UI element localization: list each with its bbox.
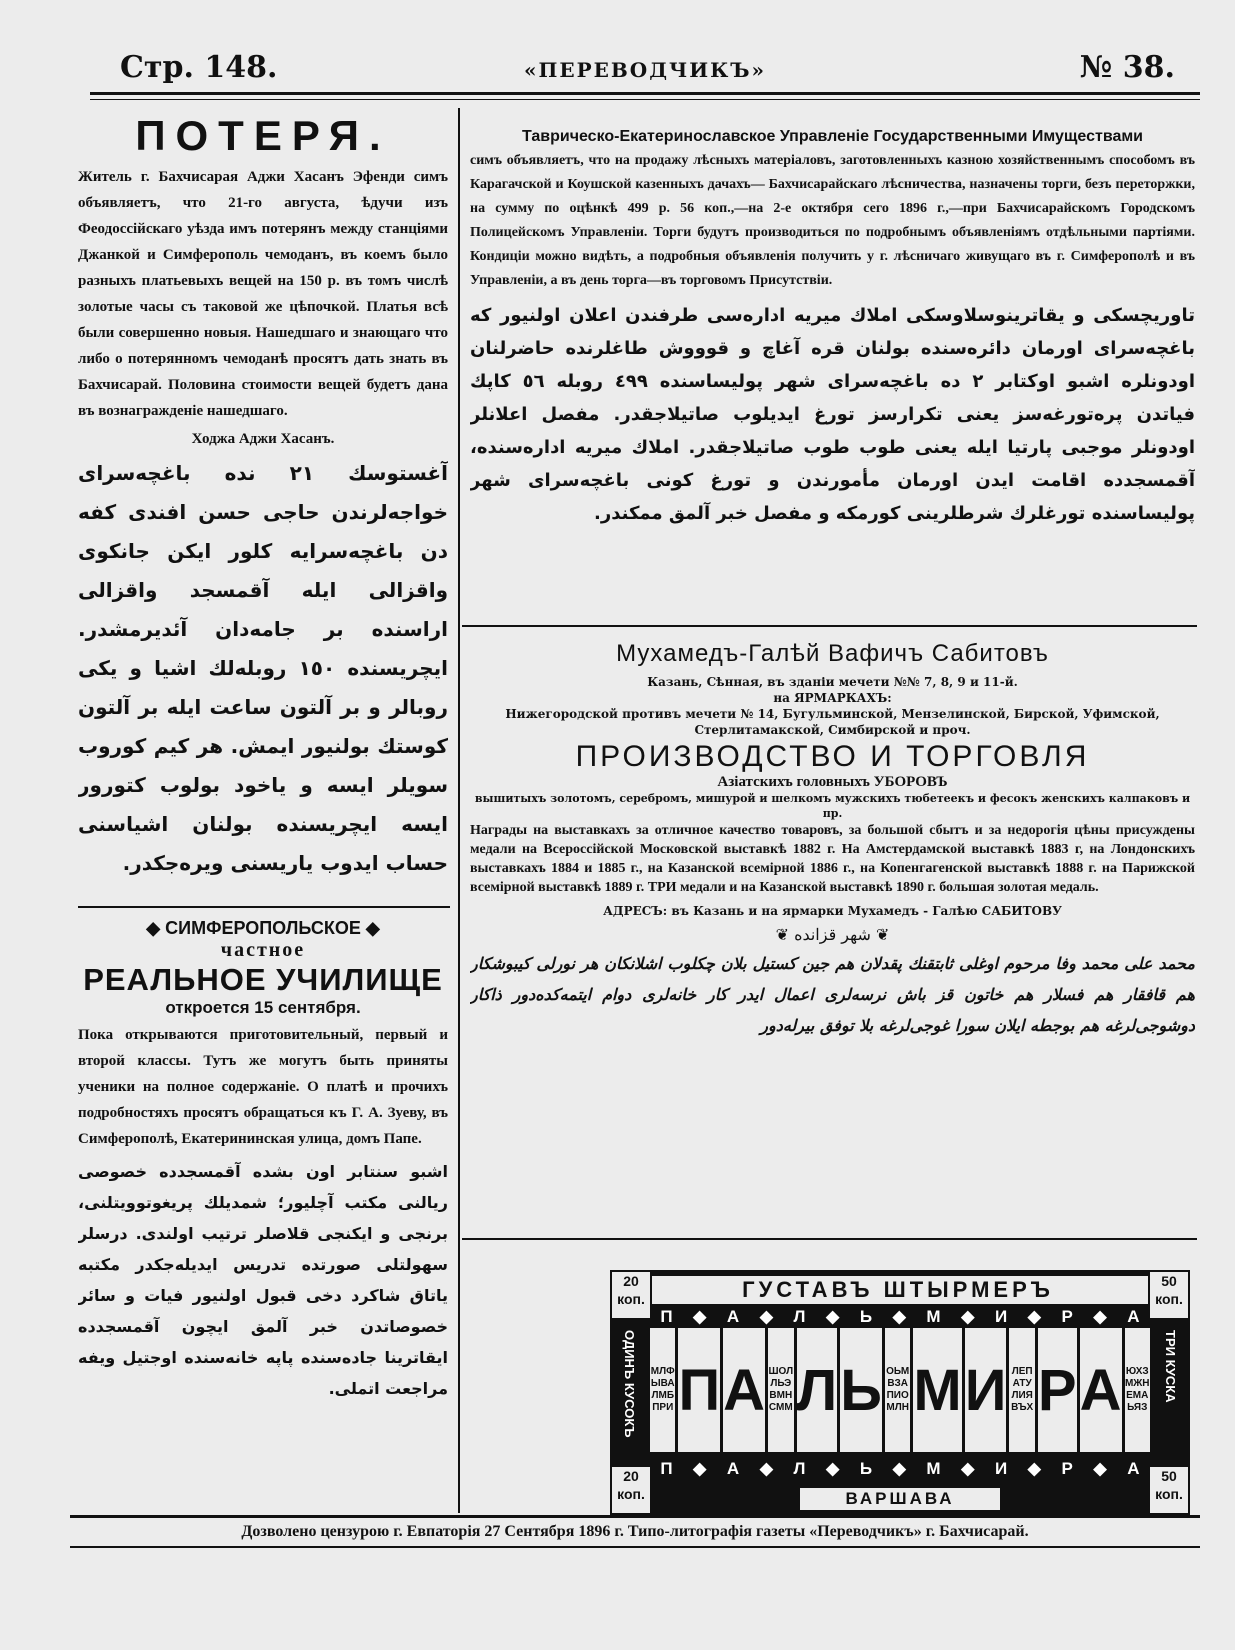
ad-price-top-right: 50 коп.	[1148, 1270, 1190, 1320]
column-divider	[458, 108, 460, 1513]
ad-brand-letter: Р	[1038, 1328, 1077, 1452]
forest-title: Таврическо-Екатеринославское Управленіе Государственными Имуществами	[521, 128, 1144, 145]
ad-letters-bottom: П ◆ А ◆ Л ◆ Ь ◆ М ◆ И ◆ Р ◆ А	[660, 1459, 1140, 1478]
ad-filler-cell: ОЬМ ВЗА ПИО МЛН	[885, 1328, 910, 1452]
issue-number: № 38.	[1079, 50, 1175, 85]
ad-filler-cell: МЛФ ЫВА ЛМБ ПРИ	[650, 1328, 675, 1452]
merchant-production: ПРОИЗВОДСТВО И ТОРГОВЛЯ	[575, 740, 1090, 773]
page-number: Стр. 148.	[120, 50, 278, 85]
ad-filler-cell: ЛЕП АТУ ЛИЯ ВЪХ	[1009, 1328, 1034, 1452]
school-line3: РЕАЛЬНОЕ УЧИЛИЩЕ	[83, 962, 443, 997]
header-rule	[90, 92, 1200, 95]
loss-notice	[78, 112, 448, 902]
ad-brand-letter: А	[723, 1328, 765, 1452]
ornament-left-icon: ❦	[775, 925, 789, 944]
ad-company-name: ГУСТАВЪ ШТЫРМЕРЪ	[648, 1276, 1148, 1304]
ad-letters-top: П ◆ А ◆ Л ◆ Ь ◆ М ◆ И ◆ Р ◆ А	[660, 1307, 1140, 1326]
merchant-notice	[470, 640, 1195, 1240]
ad-brand-letter: И	[965, 1328, 1007, 1452]
censorship-footer: Дозволено цензурою г. Евпаторія 27 Сентября 1896 г. Типо-литографія газеты «Переводчикъ» г. Бахчисарай.	[241, 1523, 1029, 1540]
merchant-hats: Азіатскихъ головныхъ УБОРОВЪ	[717, 774, 948, 790]
merchant-divider	[462, 1238, 1197, 1240]
loss-title: ПОТЕРЯ.	[135, 112, 391, 159]
ad-filler-cell: ШОЛ ЛЬЭ ВМН СММ	[768, 1328, 793, 1452]
ad-brand-letter: П	[678, 1328, 720, 1452]
ad-city: ВАРШАВА	[800, 1488, 1000, 1510]
school-line4: откроется 15 сентября.	[165, 998, 361, 1017]
ad-side-right: ТРИ КУСКА	[1163, 1330, 1178, 1403]
footer-rule	[70, 1515, 1200, 1518]
ad-price-top-left: 20 коп.	[610, 1270, 652, 1320]
ad-price-bottom-right: 50 коп.	[1148, 1465, 1190, 1515]
merchant-embroidery: вышитыхъ золотомъ, серебромъ, мишурой и шелкомъ мужскихъ тюбетеекъ и фесокъ женскихъ калпаковъ и пр.	[474, 792, 1191, 820]
forest-arabic: تاوریچسکی و یقاترینوسلاوسکی املاك میریه اداره‌سی طرفندن اعلان اولنیور که باغچه‌سرای اورمان دائره‌سنده بولنان قره آغاچ و قوووش طاغلرنده حاضرلنان اودونلره اشبو اوکتابر ٢ ده باغچه‌سرای شهر پولیساسنده ٤٩٩ روبله ٥٦ کاپك فیاتدن پره‌تورغه‌سز یعنی تکرارسز تورغ ایدیلوب صاتیلاجقدر. مفصل اعلانلر اودونلر موجبی پارتیا ایله یعنی طوب طوب صاتیلاجقدر. املاك میریه اداره‌سنده، آقمسجدده اقامت ایدن اورمان مأمورندن و تورغ کونی باغچه‌سرای شهر پولیساسنده تورغلرك شرطلرینی کورمکه و مفصل خبر آلمق ممکندر.	[470, 305, 1195, 524]
ad-brand-letter: А	[1080, 1328, 1122, 1452]
merchant-address2: АДРЕСЪ: въ Казань и на ярмарки Мухамедъ - Галѣю САБИТОВУ	[603, 904, 1062, 918]
school-line1: ◆ СИМФЕРОПОЛЬСКОЕ ◆	[146, 918, 380, 938]
ad-brand-grid	[650, 1328, 1150, 1452]
merchant-fairs: Нижегородской противъ мечети № 14, Бугульминской, Мензелинской, Бирской, Уфимской, Стерлитамакской, Симбирской и проч.	[505, 707, 1160, 737]
merchant-fairs-header: на ЯРМАРКАХЪ:	[773, 691, 892, 705]
diamond-right-icon: ◆	[365, 918, 380, 938]
page-header	[95, 46, 1195, 92]
footer-rule-bottom	[70, 1546, 1200, 1548]
ad-brand-letter: Ь	[840, 1328, 882, 1452]
sturmer-advertisement	[610, 1270, 1190, 1515]
forest-divider	[462, 625, 1197, 627]
merchant-ornament: ❦ شهر قزانده ❦	[775, 925, 890, 944]
ad-filler-cell: ЮХЗ МЖН ЕМА ЬЯЗ	[1125, 1328, 1150, 1452]
ad-price-bottom-left: 20 коп.	[610, 1465, 652, 1515]
ad-brand-letter: М	[913, 1328, 961, 1452]
merchant-name: Мухамедъ-Галѣй Вафичъ Сабитовъ	[616, 640, 1049, 667]
forest-body: симъ объявляетъ, что на продажу лѣсныхъ матеріаловъ, заготовленныхъ казною хозяйственнымъ способомъ въ Карагачской и Коушской казенныхъ дачахъ— Бахчисарайскаго лѣсничества, назначены торги, безъ переторжки, на сумму по оцѣнкѣ 499 р. 56 коп.,—на 2-е октября сего 1896 г.,—при Бахчисарайскомъ Городскомъ Полицейскомъ Управленіи. Торги будутъ производиться по подробнымъ объявленіямъ отдѣльными партіями. Кондиціи можно видѣть, а подробныя объявленія получить у г. лѣсничаго живущаго въ г. Симферополѣ и въ Управленіи, а въ день торга—въ торговомъ Присутствіи.	[470, 153, 1195, 288]
loss-signature: Ходжа Аджи Хасанъ.	[191, 431, 335, 447]
newspaper-title: «ПЕРЕВОДЧИКЪ»	[523, 58, 766, 82]
forest-notice	[470, 125, 1195, 625]
merchant-arabic: محمد علی محمد وفا مرحوم اوغلی ثابتقنك پقدلان هم جین کستیل بلان چکلوب اشلانکان هر نورلی کیبوشکار هم قافقار هم فسلار هم خاتون قز باش نرسه‌لری اعمال ایدر کار خانه‌لری دوام ایتمه‌کده‌دور ذاکار دوشوجی‌لرغه هم بوجطه ایلان سورا غوجی‌لرغه بلا توفق بیرله‌دور	[470, 954, 1195, 1035]
loss-body: Житель г. Бахчисарая Аджи Хасанъ Эфенди симъ объявляетъ, что 21-го августа, ѣдучи изъ Феодоссійскаго уѣзда имъ потерянъ между станціями Джанкой и Симферополь чемоданъ, въ коемъ было разныхъ платьевыхъ вещей на 150 р. въ томъ числѣ золотые часы съ таковой же цѣпочкой. Платья всѣ были совершенно новыя. Нашедшаго и знающаго что либо о потерянномъ чемоданѣ просятъ дать знать въ Бахчисарай. Половина стоимости вещей будетъ дана въ вознагражденіе нашедшаго.	[78, 169, 448, 419]
merchant-awards: Награды на выставкахъ за отличное качество товаровъ, за большой сбытъ и за недорогія цѣны присуждены медали на Всероссійской Московской выставкѣ 1882 г. На Амстердамской выставкѣ 1883 г, на Лондонскихъ выставкахъ 1884 и 1885 г., на Казанской всемірной 1886 г., на Копенгагенской выставкѣ 1888 г. на Парижской всемірной выставкѣ 1889 г. ТРИ медали и на Казанской выставкѣ 1890 г. большая золотая медаль.	[470, 823, 1195, 895]
ad-side-left: ОДИНЪ КУСОКЪ	[622, 1330, 637, 1438]
ornament-right-icon: ❦	[876, 925, 890, 944]
school-notice	[78, 918, 448, 1513]
diamond-left-icon: ◆	[146, 918, 161, 938]
school-line2: частное	[220, 939, 306, 961]
school-arabic: اشبو سنتابر اون بشده آقمسجدده خصوصی ریالنی مکتب آچلیور؛ شمدیلك پریغوتوویتلنی، برنجی و ایکنجی قلاصلر ترتیب اولندی. درسلر سهولتلی صورتده تدریس ایدیله‌جکدر مکتبه یاتاق شاکرد دخی قبول اولنیور فیات و سائر خصوصاتدن خبر آلمق ایچون آقمسجدده ایقاترینا جاده‌سنده پاپه خانه‌سنده اوجتیل ویفه مراجعت اتملی.	[78, 1162, 448, 1398]
merchant-address: Казань, Сѣнная, въ зданіи мечети №№ 7, 8, 9 и 11-й.	[647, 675, 1018, 689]
ad-brand-letter: Л	[797, 1328, 838, 1452]
loss-arabic: آغستوسك ٢١ نده باغچه‌سرای خواجه‌لرندن حاجی حسن افندی کفه دن باغچه‌سرایه کلور ایکن جانکوی واقزالی ایله آقمسجد واقزالی اراسنده بر جامه‌دان آئدیرمشدر. ایچریسنده ١٥٠ روبله‌لك اشیا و یکی روبالر و بر آلتون ساعت ایله بر آلتون کوستك بولنیور ایمش. هر کیم کوروب سویلر ایسه و یاخود بولوب کتورور ایسه ایچریسنده بولنان اشیاسنی حساب ایدوب یاریسنی ویره‌جکدر.	[78, 461, 448, 875]
header-rule-thin	[90, 99, 1200, 100]
school-body: Пока открываются приготовительный, первый и второй классы. Тутъ же могутъ быть приняты ученики на полное содержаніе. О платѣ и прочихъ подробностяхъ просятъ обращаться къ Г. А. Зуеву, въ Симферополѣ, Екатерининская улица, домъ Папе.	[78, 1027, 448, 1147]
loss-divider	[78, 906, 450, 908]
